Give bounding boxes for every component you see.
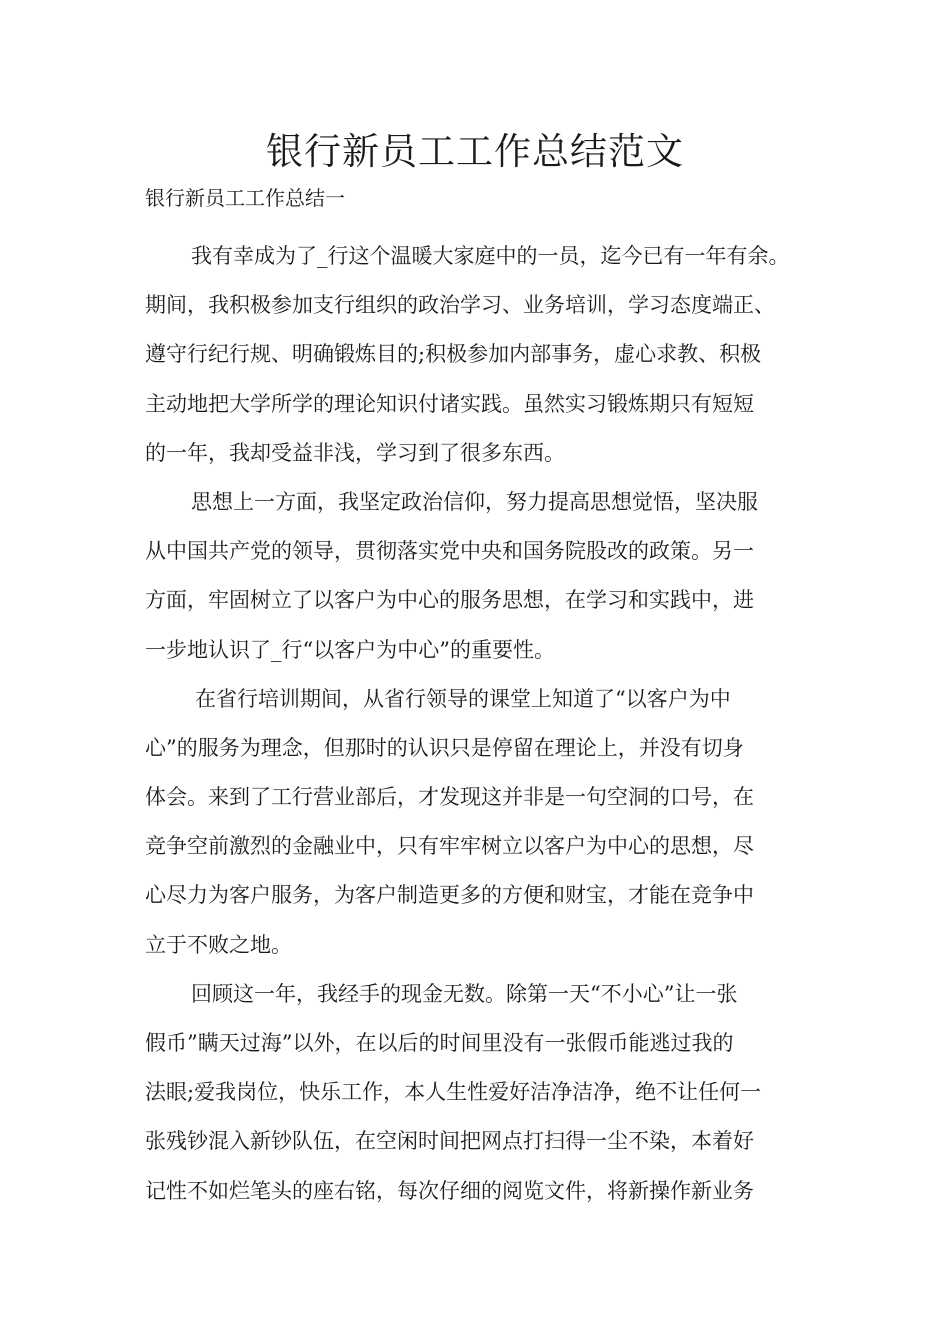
paragraph-2-line-4: 一步地认识了_行“以客户为中心”的重要性。 (145, 637, 555, 662)
paragraph-3-line-5: 心尽力为客户服务，为客户制造更多的方便和财宝，才能在竞争中 (145, 883, 754, 908)
paragraph-4-line-1: 回顾这一年，我经手的现金无数。除第一天“不小心”让一张 (191, 981, 738, 1006)
paragraph-1-line-3: 遵守行纪行规、明确锻炼目的;积极参加内部事务，虚心求教、积极 (145, 342, 762, 367)
paragraph-4-line-4: 张残钞混入新钞队伍，在空闲时间把网点打扫得一尘不染，本着好 (145, 1129, 754, 1154)
document-body (145, 232, 815, 1216)
document-title: 银行新员工工作总结范文 (266, 130, 684, 173)
paragraph-3-line-1: 在省行培训期间，从省行领导的课堂上知道了“以客户为中 (195, 686, 731, 711)
section-heading: 银行新员工工作总结一 (145, 186, 345, 210)
paragraph-3-line-3: 体会。来到了工行营业部后，才发现这并非是一句空洞的口号，在 (145, 785, 754, 810)
paragraph-2-line-1: 思想上一方面，我坚定政治信仰，努力提高思想觉悟，坚决服 (191, 489, 758, 514)
paragraph-3-line-4: 竞争空前激烈的金融业中，只有牢牢树立以客户为中心的思想，尽 (145, 834, 754, 859)
paragraph-4-line-5: 记性不如烂笔头的座右铭，每次仔细的阅览文件，将新操作新业务 (145, 1178, 754, 1203)
paragraph-1-line-5: 的一年，我却受益非浅，学习到了很多东西。 (145, 440, 565, 465)
paragraph-3-line-6: 立于不败之地。 (145, 932, 292, 957)
paragraph-4-line-2: 假币”瞒天过海”以外，在以后的时间里没有一张假币能逃过我的 (145, 1031, 734, 1055)
paragraph-3-line-2: 心”的服务为理念，但那时的认识只是停留在理论上，并没有切身 (145, 735, 744, 760)
paragraph-4-line-3: 法眼;爱我岗位，快乐工作，本人生性爱好洁净洁净，绝不让任何一 (145, 1080, 762, 1105)
paragraph-1-line-4: 主动地把大学所学的理论知识付诸实践。虽然实习锻炼期只有短短 (145, 391, 754, 416)
paragraph-1-line-1: 我有幸成为了_行这个温暖大家庭中的一员，迄今已有一年有余。 (191, 244, 790, 268)
paragraph-2-line-3: 方面，牢固树立了以客户为中心的服务思想，在学习和实践中，进 (145, 588, 754, 613)
paragraph-2-line-2: 从中国共产党的领导，贯彻落实党中央和国务院股改的政策。另一 (145, 539, 754, 564)
paragraph-1-line-2: 期间，我积极参加支行组织的政治学习、业务培训，学习态度端正、 (145, 293, 775, 318)
